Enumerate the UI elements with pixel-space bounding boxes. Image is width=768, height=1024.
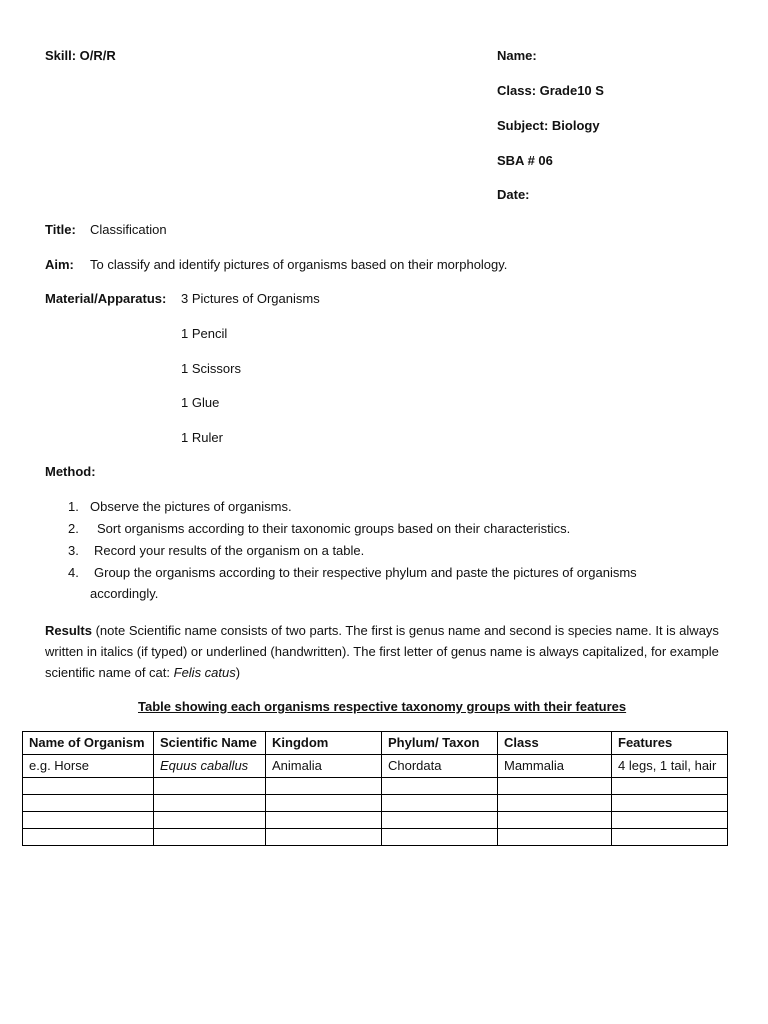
table-cell: Animalia xyxy=(266,755,382,778)
results-paragraph xyxy=(45,620,720,683)
table-cell-empty[interactable] xyxy=(498,812,612,829)
table-cell-empty[interactable] xyxy=(612,795,728,812)
results-note: (note Scientific name consists of two parts. The first is genus name and second is species name. It is always written in italics (if typed) or underlined (handwritten). The first letter of genus name is always capitalized, for example scientific name of cat: xyxy=(45,623,719,680)
method-label: Method: xyxy=(45,464,96,479)
material-item: 1 Pencil xyxy=(181,326,228,341)
method-step-text: Record your results of the organism on a table. xyxy=(94,543,365,558)
results-label: Results xyxy=(45,623,92,638)
subject-label: Subject: Biology xyxy=(497,118,600,133)
method-step-number: 4. xyxy=(68,565,79,580)
table-cell-empty[interactable] xyxy=(382,829,498,846)
table-cell-empty[interactable] xyxy=(154,812,266,829)
class-label: Class: Grade10 S xyxy=(497,83,604,98)
method-step-number: 1. xyxy=(68,499,79,514)
taxonomy-table xyxy=(22,731,728,846)
method-step-text: Group the organisms according to their respective phylum and paste the pictures of organisms xyxy=(94,565,637,580)
results-close: ) xyxy=(235,665,241,680)
aim-label: Aim: xyxy=(45,257,74,272)
method-step-number: 3. xyxy=(68,543,79,558)
method-step-text: Observe the pictures of organisms. xyxy=(90,499,292,514)
method-step-number: 2. xyxy=(68,521,79,536)
table-cell-empty[interactable] xyxy=(612,778,728,795)
table-header-row xyxy=(23,732,728,755)
materials-label: Material/Apparatus: xyxy=(45,291,167,306)
table-cell-empty[interactable] xyxy=(382,812,498,829)
table-cell: 4 legs, 1 tail, hair xyxy=(612,755,728,778)
table-header-cell: Class xyxy=(498,732,612,755)
name-label: Name: xyxy=(497,48,537,63)
material-item: 1 Glue xyxy=(181,395,220,410)
table-row xyxy=(23,755,728,778)
table-caption: Table showing each organisms respective taxonomy groups with their features xyxy=(138,699,627,714)
table-cell-empty[interactable] xyxy=(266,829,382,846)
table-cell-empty[interactable] xyxy=(23,829,154,846)
table-cell-empty[interactable] xyxy=(23,812,154,829)
skill-label: Skill: O/R/R xyxy=(45,48,116,63)
table-cell-empty[interactable] xyxy=(498,795,612,812)
title-value: Classification xyxy=(90,222,167,237)
table-cell-empty[interactable] xyxy=(23,778,154,795)
table-cell-empty[interactable] xyxy=(382,795,498,812)
table-cell-empty[interactable] xyxy=(154,795,266,812)
results-example: Felis catus xyxy=(173,665,236,680)
table-row-empty xyxy=(23,812,728,829)
material-item: 3 Pictures of Organisms xyxy=(181,291,320,306)
table-cell-empty[interactable] xyxy=(154,829,266,846)
table-row-empty xyxy=(23,778,728,795)
table-cell-empty[interactable] xyxy=(23,795,154,812)
material-item: 1 Scissors xyxy=(181,361,241,376)
table-cell-empty[interactable] xyxy=(266,812,382,829)
table-row-empty xyxy=(23,829,728,846)
table-cell-empty[interactable] xyxy=(612,812,728,829)
table-cell: Mammalia xyxy=(498,755,612,778)
table-cell-empty[interactable] xyxy=(498,829,612,846)
table-header-cell: Features xyxy=(612,732,728,755)
table-cell: Chordata xyxy=(382,755,498,778)
table-row-empty xyxy=(23,795,728,812)
aim-value: To classify and identify pictures of organisms based on their morphology. xyxy=(90,257,508,272)
table-header-cell: Name of Organism xyxy=(23,732,154,755)
table-header-cell: Phylum/ Taxon xyxy=(382,732,498,755)
table-cell-empty[interactable] xyxy=(266,795,382,812)
sba-label: SBA # 06 xyxy=(497,153,553,168)
table-cell: e.g. Horse xyxy=(23,755,154,778)
date-label: Date: xyxy=(497,187,530,202)
table-cell-empty[interactable] xyxy=(498,778,612,795)
table-header-cell: Kingdom xyxy=(266,732,382,755)
title-label: Title: xyxy=(45,222,76,237)
material-item: 1 Ruler xyxy=(181,430,223,445)
method-step-text-continued: accordingly. xyxy=(90,586,159,601)
method-step-text: Sort organisms according to their taxonomic groups based on their characteristics. xyxy=(97,521,571,536)
table-cell-empty[interactable] xyxy=(266,778,382,795)
table-cell: Equus caballus xyxy=(154,755,266,778)
table-header-cell: Scientific Name xyxy=(154,732,266,755)
table-cell-empty[interactable] xyxy=(154,778,266,795)
table-cell-empty[interactable] xyxy=(612,829,728,846)
table-cell-empty[interactable] xyxy=(382,778,498,795)
